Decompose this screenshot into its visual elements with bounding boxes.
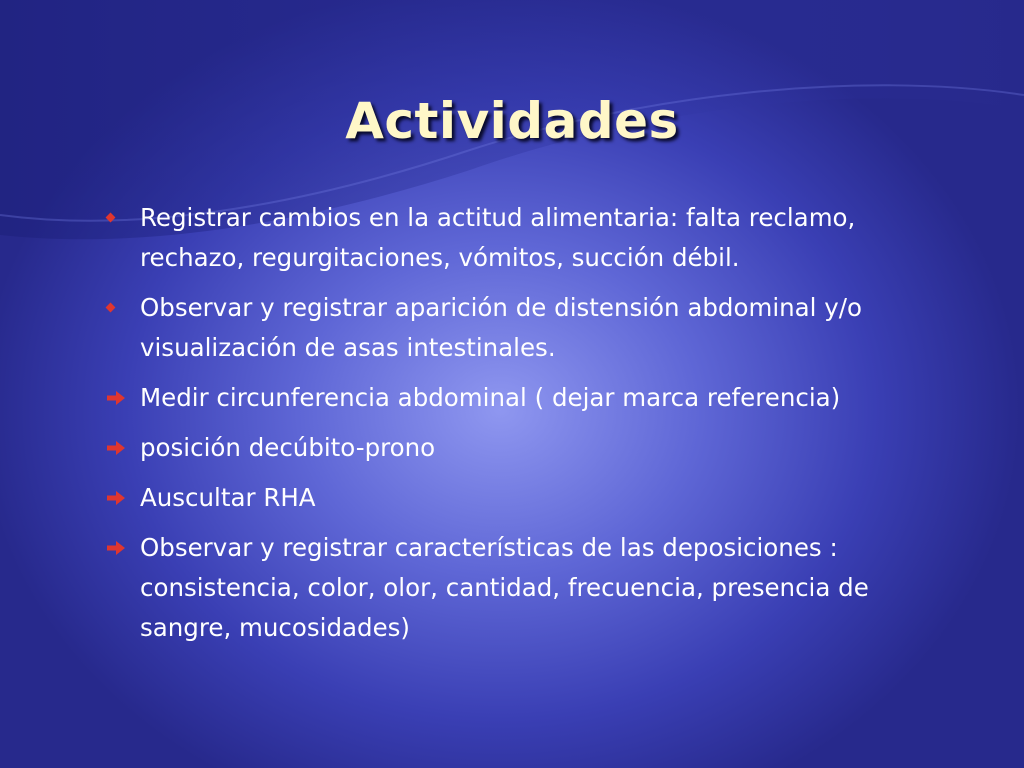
bullet-list xyxy=(104,198,964,658)
bullet-item xyxy=(104,478,964,518)
diamond-bullet-icon xyxy=(104,288,130,328)
bullet-text: Observar y registrar aparición de distensión abdominal y/o visualización de asas intestinales. xyxy=(140,293,863,362)
arrow-bullet-icon xyxy=(104,428,130,468)
bullet-text: Registrar cambios en la actitud alimentaria: falta reclamo, rechazo, regurgitaciones, vómitos, succión débil. xyxy=(140,203,856,272)
bullet-item xyxy=(104,428,964,468)
diamond-bullet-icon xyxy=(104,198,130,238)
arrow-bullet-icon xyxy=(104,478,130,518)
bullet-text: posición decúbito-prono xyxy=(140,433,436,462)
arrow-bullet-icon xyxy=(104,378,130,418)
bullet-text: Auscultar RHA xyxy=(140,483,316,512)
bullet-item xyxy=(104,288,964,368)
bullet-item xyxy=(104,378,964,418)
arrow-bullet-icon xyxy=(104,528,130,568)
bullet-text: Observar y registrar características de las deposiciones : consistencia, color, olor, cantidad, frecuencia, presencia de sangre, mucosidades) xyxy=(140,533,869,642)
bullet-item xyxy=(104,528,964,648)
slide-title: Actividades xyxy=(345,92,679,150)
bullet-item xyxy=(104,198,964,278)
bullet-text: Medir circunferencia abdominal ( dejar marca referencia) xyxy=(140,383,841,412)
